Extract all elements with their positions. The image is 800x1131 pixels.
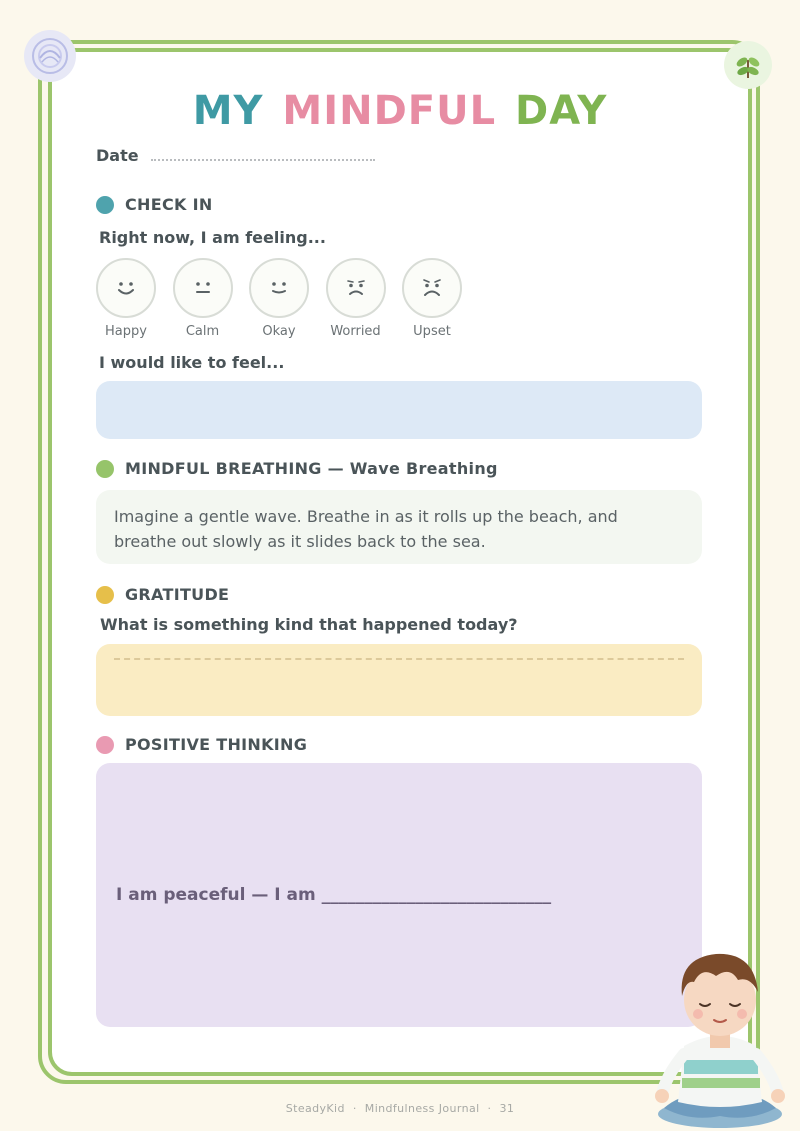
- mood-option-okay[interactable]: [249, 258, 309, 339]
- gratitude-prompt: What is something kind that happened today?: [100, 615, 518, 634]
- mood-label: Upset: [413, 324, 451, 339]
- mood-label: Happy: [105, 324, 147, 339]
- page-footer: SteadyKid · Mindfulness Journal · 31: [285, 1102, 515, 1115]
- mood-option-happy[interactable]: [96, 258, 156, 339]
- positive-heading: [96, 735, 307, 754]
- leaf-sprout-icon: [724, 41, 772, 89]
- mood-label: Calm: [185, 324, 220, 339]
- date-field[interactable]: [151, 147, 375, 161]
- date-label: Date: [96, 146, 139, 165]
- wish-feeling-prompt: I would like to feel...: [99, 353, 285, 372]
- wish-feeling-input[interactable]: [96, 381, 702, 439]
- gratitude-input[interactable]: [96, 644, 702, 716]
- mandala-icon: [24, 30, 76, 82]
- mood-option-upset[interactable]: [402, 258, 462, 339]
- title-part-day: DAY: [515, 88, 608, 134]
- positive-title: POSITIVE THINKING: [125, 735, 308, 754]
- pink-bullet-icon: [96, 736, 114, 754]
- happy-face-icon: [96, 258, 156, 318]
- writing-line: [114, 658, 684, 660]
- teal-bullet-icon: [96, 196, 114, 214]
- breathing-instructions: Imagine a gentle wave. Breathe in as it rolls up the beach, and breathe out slowly as it slides back to the sea.: [96, 490, 702, 564]
- mood-option-worried[interactable]: [326, 258, 386, 339]
- mood-label: Worried: [330, 324, 381, 339]
- page-number: 31: [499, 1102, 515, 1115]
- check-in-heading: [96, 195, 213, 214]
- gratitude-heading: [96, 585, 229, 604]
- okay-face-icon: [249, 258, 309, 318]
- title-part-mindful: MINDFUL: [282, 88, 497, 134]
- footer-brand: SteadyKid: [285, 1102, 345, 1115]
- upset-face-icon: [402, 258, 462, 318]
- mood-label: Okay: [262, 324, 296, 339]
- worried-face-icon: [326, 258, 386, 318]
- feeling-prompt: Right now, I am feeling...: [99, 228, 326, 247]
- gratitude-title: GRATITUDE: [125, 585, 230, 604]
- date-row: [96, 146, 375, 165]
- affirmation-text: I am peaceful — I am ___________________________: [116, 885, 552, 905]
- breathing-heading: [96, 459, 498, 478]
- breathing-title: MINDFUL BREATHING — Wave Breathing: [125, 459, 498, 478]
- footer-series: Mindfulness Journal: [364, 1102, 480, 1115]
- page-title: [0, 88, 800, 134]
- mood-selector: [96, 258, 479, 339]
- meditating-child-illustration: [650, 936, 790, 1130]
- title-part-my: MY: [192, 88, 264, 134]
- calm-face-icon: [173, 258, 233, 318]
- yellow-bullet-icon: [96, 586, 114, 604]
- green-bullet-icon: [96, 460, 114, 478]
- positive-thinking-box[interactable]: [96, 763, 702, 1027]
- mood-option-calm[interactable]: [173, 258, 233, 339]
- check-in-title: CHECK IN: [125, 195, 213, 214]
